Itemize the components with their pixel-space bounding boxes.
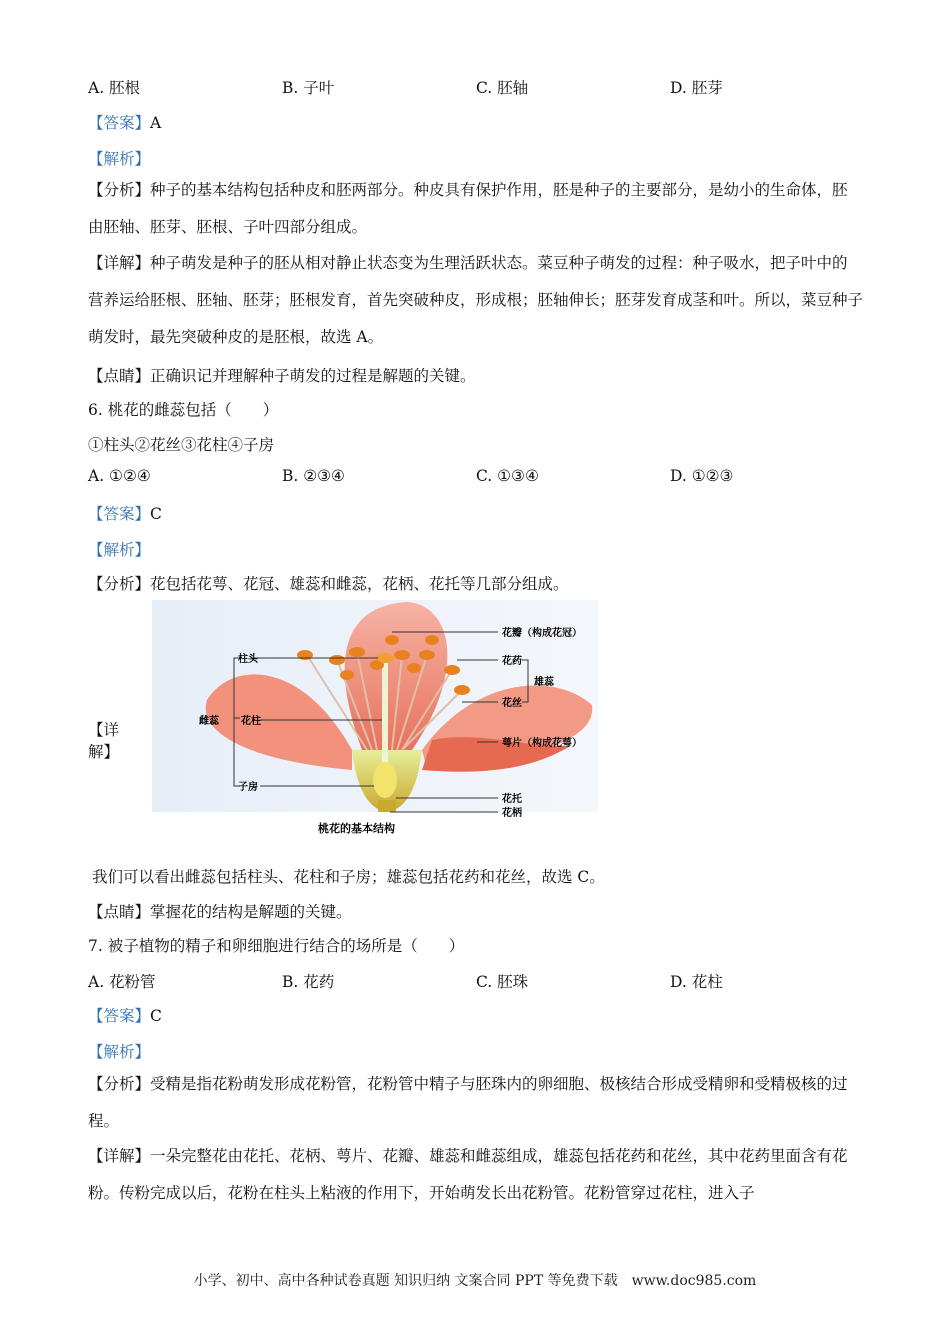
q6-option-b: B. ②③④ [282,467,345,485]
q6-option-a: A. ①②④ [88,467,151,485]
q7-fenxi [88,1066,863,1140]
detail-tag: 【详解】 [88,1147,151,1165]
q7-options [88,970,868,992]
q5-option-c: C. 胚轴 [476,79,529,97]
q6-conclusion: 我们可以看出雌蕊包括柱头、花柱和子房；雄蕊包括花药和花丝，故选 C。 [92,868,605,886]
stigma-shape [376,653,394,663]
q7-option-c: C. 胚珠 [476,973,529,991]
q5-option-a: A. 胚根 [88,79,141,97]
answer-value: A [150,114,162,132]
q6-option-c: C. ①③④ [476,467,539,485]
answer-tag: 【答案】 [88,114,151,132]
label-pistil: 雌蕊 [199,716,219,727]
detail-text: 种子萌发是种子的胚从相对静止状态变为生理活跃状态。菜豆种子萌发的过程：种子吸水，把子叶中的营养运给胚根、胚轴、胚芽；胚根发育，首先突破种皮，形成根；胚轴伸长；胚芽发育成茎和叶。所以，菜豆种子萌发时，最先突破种皮的是胚根，故选 A。 [88,254,864,346]
label-pedicel: 花柄 [502,808,522,819]
fenxi-text: 花包括花萼、花冠、雄蕊和雌蕊，花柄、花托等几部分组成。 [150,575,569,593]
answer-tag: 【答案】 [88,505,151,523]
q5-option-d: D. 胚芽 [670,79,723,97]
fenxi-tag: 【分析】 [88,1075,151,1093]
fenxi-text: 种子的基本结构包括种皮和胚两部分。种皮具有保护作用，胚是种子的主要部分，是幼小的生命体，胚由胚轴、胚芽、胚根、子叶四部分组成。 [88,181,848,236]
answer-value: C [150,1007,162,1025]
fenxi-tag: 【分析】 [88,575,151,593]
q7-question: 7. 被子植物的精子和卵细胞进行结合的场所是（ ） [88,937,465,955]
q6-option-d: D. ①②③ [670,467,734,485]
q5-fenxi [88,172,863,246]
peach-flower-diagram [152,600,682,845]
detail-text: 一朵完整花由花托、花柄、萼片、花瓣、雄蕊和雌蕊组成，雄蕊包括花药和花丝，其中花药里面含有花粉。传粉完成以后，花粉在柱头上粘液的作用下，开始萌发长出花粉管。花粉管穿过花柱，进入子 [88,1147,848,1202]
q7-option-a: A. 花粉管 [88,973,156,991]
figure-caption: 桃花的基本结构 [318,822,395,835]
pedicel-shape [378,800,396,812]
q5-option-b: B. 子叶 [282,79,335,97]
answer-value: C [150,505,162,523]
label-sepal: 萼片（构成花萼） [502,738,582,749]
ovary-shape [373,762,397,798]
q7-option-b: B. 花药 [282,973,335,991]
detail-tag: 【详解】 [88,254,151,272]
q7-analysis-tag: 【解析】 [88,1043,151,1061]
q5-analysis-tag: 【解析】 [88,150,151,168]
q6-fenxi [88,572,569,594]
q6-question: 6. 桃花的雌蕊包括（ ） [88,401,279,419]
q5-options [88,76,868,98]
q6-items: ①柱头②花丝③花柱④子房 [88,436,275,454]
label-stigma: 柱头 [238,654,258,665]
answer-tag: 【答案】 [88,1007,151,1025]
detail-tag: 【详解】 [88,721,120,761]
q6-answer [88,502,162,524]
q6-analysis-tag: 【解析】 [88,541,151,559]
q7-detail [88,1138,863,1212]
label-petal: 花瓣（构成花冠） [502,628,582,639]
q5-dianjing [88,364,476,386]
dianjing-text: 掌握花的结构是解题的关键。 [150,903,352,921]
style-shape [382,660,388,770]
q6-options [88,467,868,485]
label-anther: 花药 [502,656,522,667]
dianjing-text: 正确识记并理解种子萌发的过程是解题的关键。 [150,367,476,385]
label-ovary: 子房 [238,782,258,793]
q6-dianjing [88,900,352,922]
q7-answer [88,1004,162,1026]
label-filament: 花丝 [502,698,522,709]
dianjing-tag: 【点睛】 [88,367,151,385]
q7-option-d: D. 花柱 [670,973,723,991]
page-footer: 小学、初中、高中各种试卷真题 知识归纳 文案合同 PPT 等免费下载 www.doc985.com [193,1273,757,1289]
q5-detail [88,245,863,356]
dianjing-tag: 【点睛】 [88,903,151,921]
fenxi-tag: 【分析】 [88,181,151,199]
label-receptacle: 花托 [502,794,522,805]
fenxi-text: 受精是指花粉萌发形成花粉管，花粉管中精子与胚珠内的卵细胞、极核结合形成受精卵和受精极核的过程。 [88,1075,848,1130]
label-stamen: 雄蕊 [534,677,554,688]
label-style: 花柱 [241,716,261,727]
q5-answer [88,111,161,133]
